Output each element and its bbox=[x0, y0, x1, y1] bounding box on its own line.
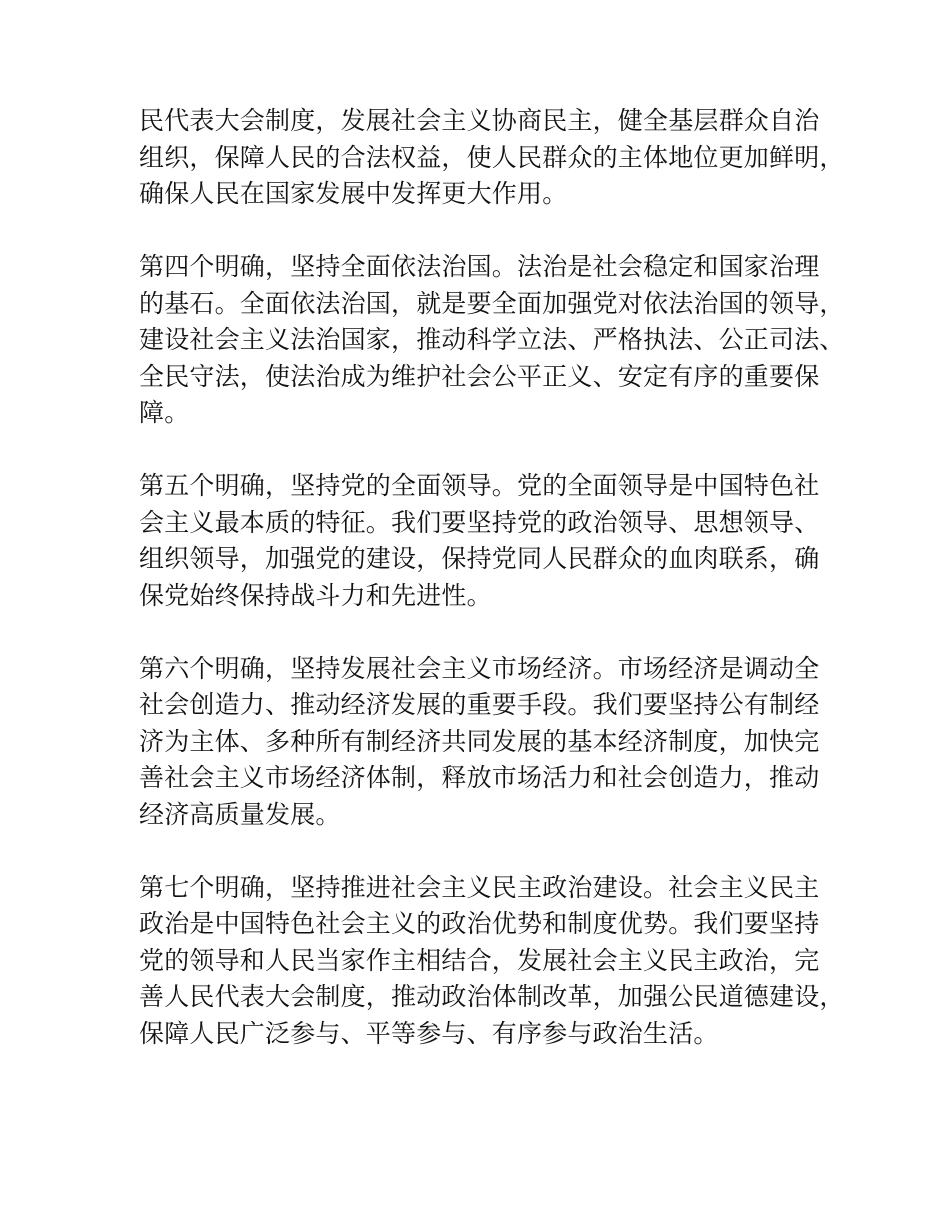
text-line: 障。 bbox=[139, 398, 190, 427]
paragraph-4 bbox=[139, 651, 829, 834]
text-line: 组织领导，加强党的建设，保持党同人民群众的血肉联系，确 bbox=[139, 544, 820, 573]
text-line: 民代表大会制度，发展社会主义协商民主，健全基层群众自治 bbox=[139, 106, 820, 135]
text-line: 善社会主义市场经济体制，释放市场活力和社会创造力，推动 bbox=[139, 763, 820, 792]
text-line: 第四个明确，坚持全面依法治国。法治是社会稳定和国家治理 bbox=[139, 252, 820, 281]
text-line: 的基石。全面依法治国，就是要全面加强党对依法治国的领导， bbox=[139, 288, 845, 318]
text-line: 第六个明确，坚持发展社会主义市场经济。市场经济是调动全 bbox=[139, 653, 820, 683]
text-line: 第五个明确，坚持党的全面领导。党的全面领导是中国特色社 bbox=[139, 471, 820, 500]
text-line: 党的领导和人民当家作主相结合，发展社会主义民主政治，完 bbox=[139, 945, 820, 975]
text-line: 保障人民广泛参与、平等参与、有序参与政治生活。 bbox=[139, 1018, 719, 1048]
text-line: 组织，保障人民的合法权益，使人民群众的主体地位更加鲜明， bbox=[139, 142, 845, 172]
text-line: 确保人民在国家发展中发挥更大作用。 bbox=[139, 179, 568, 208]
text-line: 建设社会主义法治国家，推动科学立法、严格执法、公正司法、 bbox=[139, 325, 845, 354]
text-line: 第七个明确，坚持推进社会主义民主政治建设。社会主义民主 bbox=[139, 872, 820, 902]
text-line: 会主义最本质的特征。我们要坚持党的政治领导、思想领导、 bbox=[139, 507, 820, 537]
paragraph-5 bbox=[139, 870, 845, 1053]
document-body bbox=[139, 103, 845, 1089]
paragraph-3 bbox=[139, 468, 829, 614]
paragraph-1 bbox=[139, 103, 845, 213]
text-line: 社会创造力、推动经济发展的重要手段。我们要坚持公有制经 bbox=[139, 690, 820, 719]
text-line: 善人民代表大会制度，推动政治体制改革，加强公民道德建设， bbox=[139, 982, 845, 1011]
text-line: 济为主体、多种所有制经济共同发展的基本经济制度，加快完 bbox=[139, 726, 820, 756]
text-line: 经济高质量发展。 bbox=[139, 799, 341, 829]
text-line: 政治是中国特色社会主义的政治优势和制度优势。我们要坚持 bbox=[139, 909, 820, 938]
paragraph-2 bbox=[139, 249, 845, 432]
text-line: 保党始终保持战斗力和先进性。 bbox=[139, 580, 492, 610]
text-line: 全民守法，使法治成为维护社会公平正义、安定有序的重要保 bbox=[139, 361, 820, 391]
